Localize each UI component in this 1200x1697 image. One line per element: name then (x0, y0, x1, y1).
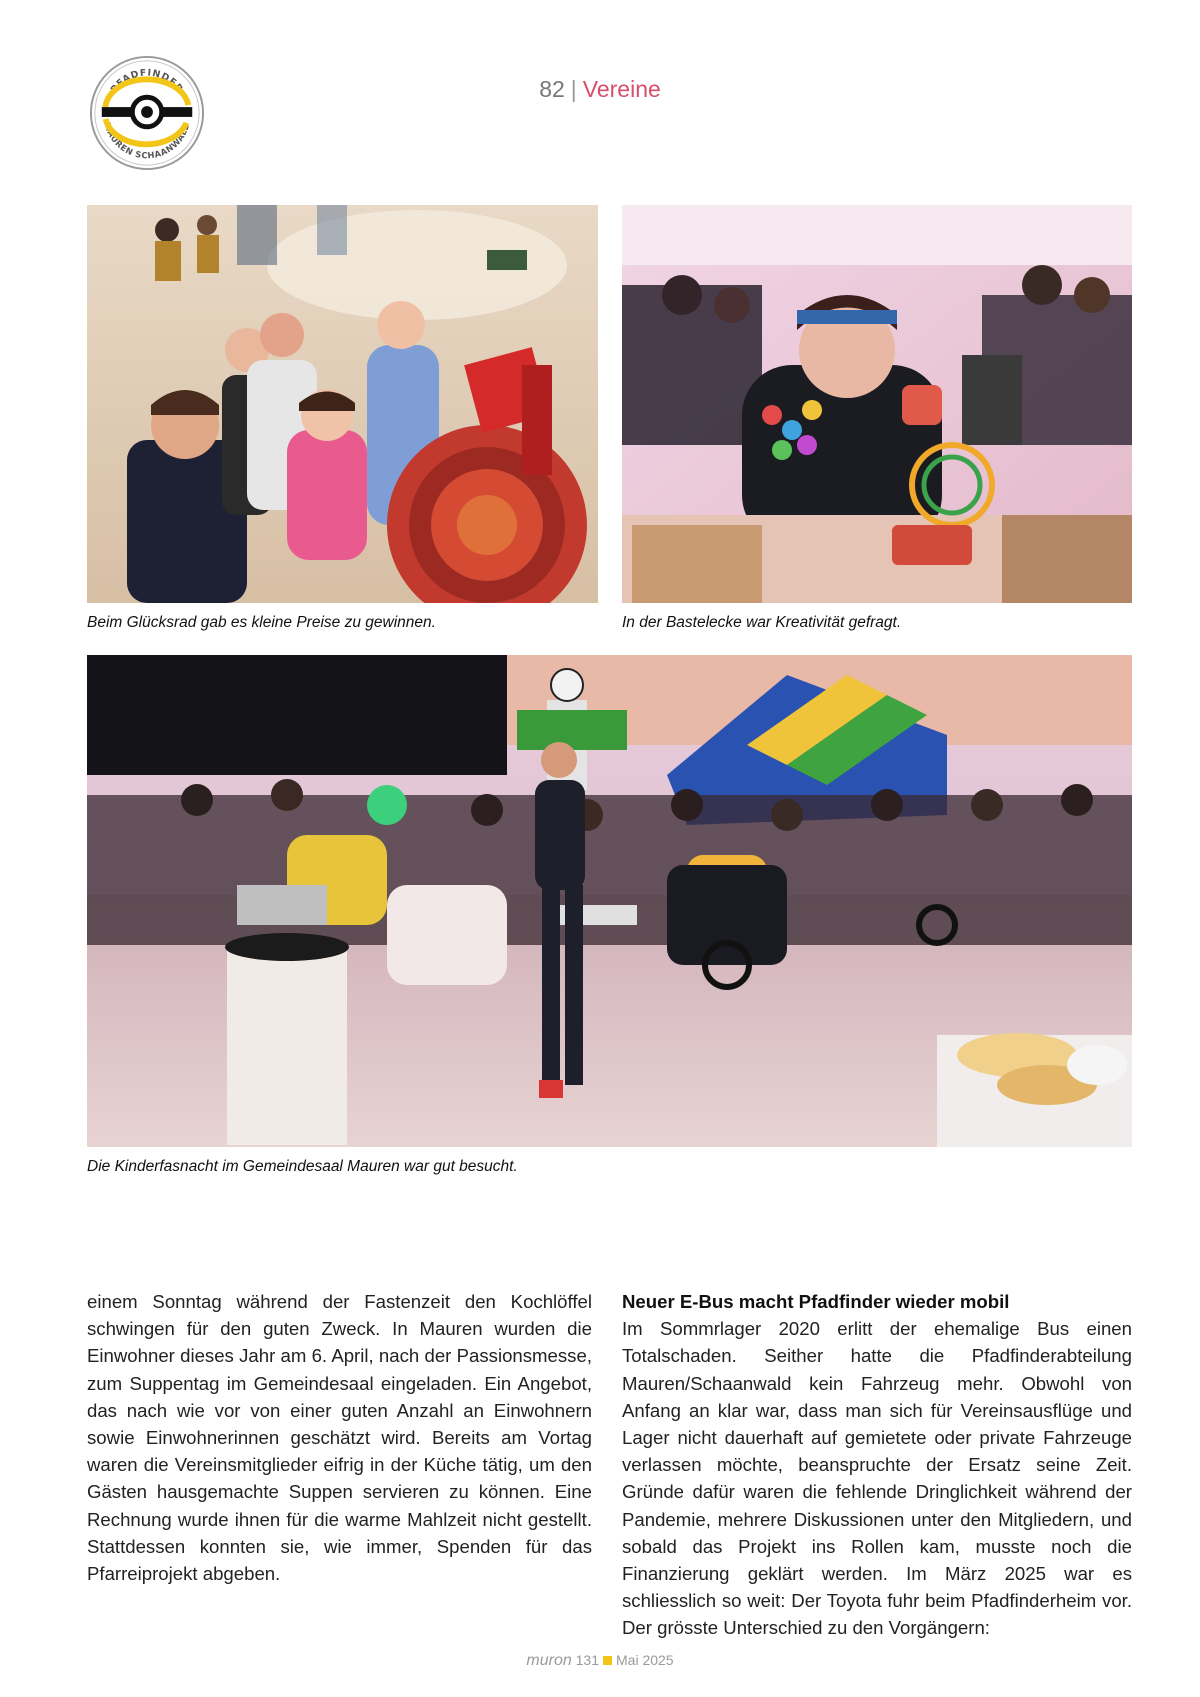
article-right-heading: Neuer E-Bus macht Pfadfinder wieder mobil (622, 1291, 1010, 1312)
scout-emblem-logo (88, 54, 206, 172)
logo-text-bottom: MAUREN SCHAANWALD (102, 121, 192, 161)
page-header (0, 76, 1200, 103)
article-right-column (622, 1288, 1132, 1642)
article-right-paragraph: Im Sommrlager 2020 erlitt der ehemalige Bus einen Totalschaden. Seither hatte die Pfadfinderabteilung Mauren/Schaanwald kein Fahrzeug mehr. Obwohl von Anfang an klar war, dass man sich für Vereinsausflüge und Lager nicht dauerhaft auf gemietete oder private Fahrzeuge verlassen möchte, beanspruchte der Ersatz seine Zeit. Gründe dafür waren die fehlende Dringlichkeit während der Pandemie, mehrere Diskussionen unter den Mitgliedern, und sobald das Projekt ins Rollen kam, musste noch die Finanzierung geklärt werden. Im März 2025 war es schliesslich so weit: Der Toyota fuhr beim Pfadfinderheim vor. Der grösste Unterschied zu den Vorgängern: (622, 1318, 1132, 1639)
photo-kinderfasnacht (87, 655, 1132, 1147)
photo-kinderfasnacht-caption: Die Kinderfasnacht im Gemeindesaal Mauren war gut besucht. (87, 1158, 518, 1175)
page-footer (0, 1652, 1200, 1670)
photo-bastelecke-caption: In der Bastelecke war Kreativität gefragt. (622, 614, 902, 631)
article-left-paragraph: einem Sonntag während der Fastenzeit den Kochlöffel schwingen für den guten Zweck. In Mauren wurden die Einwohner dieses Jahr am 6. April, nach der Passionsmesse, zum Suppentag im Gemeindesaal eingeladen. Ein Angebot, das nach wie vor von einer guten Anzahl an Einwohnern sowie Einwohnerinnen geschätzt wird. Bereits am Vortag waren die Vereinsmitglieder eifrig in der Küche tätig, um den Gästen hausgemachte Suppen servieren zu können. Eine Rechnung wurde ihnen für die warme Mahlzeit nicht gestellt. Stattdessen konnten sie, wie immer, Spenden für das Pfarreiprojekt abgeben. (87, 1291, 592, 1585)
logo-text-top: PFADFINDER (108, 67, 186, 96)
footer-issue: 131 (575, 1652, 599, 1668)
section-title: Vereine (582, 76, 661, 102)
photo-bastelecke (622, 205, 1132, 603)
footer-date: Mai 2025 (616, 1652, 674, 1668)
page-number: 82 (539, 76, 565, 102)
photo-gluecksrad-caption: Beim Glücksrad gab es kleine Preise zu gewinnen. (87, 614, 436, 631)
header-separator: | (570, 76, 577, 102)
footer-brand: muron (526, 1652, 572, 1669)
article-left-column (87, 1288, 592, 1587)
footer-square-icon (603, 1656, 612, 1665)
photo-gluecksrad (87, 205, 598, 603)
